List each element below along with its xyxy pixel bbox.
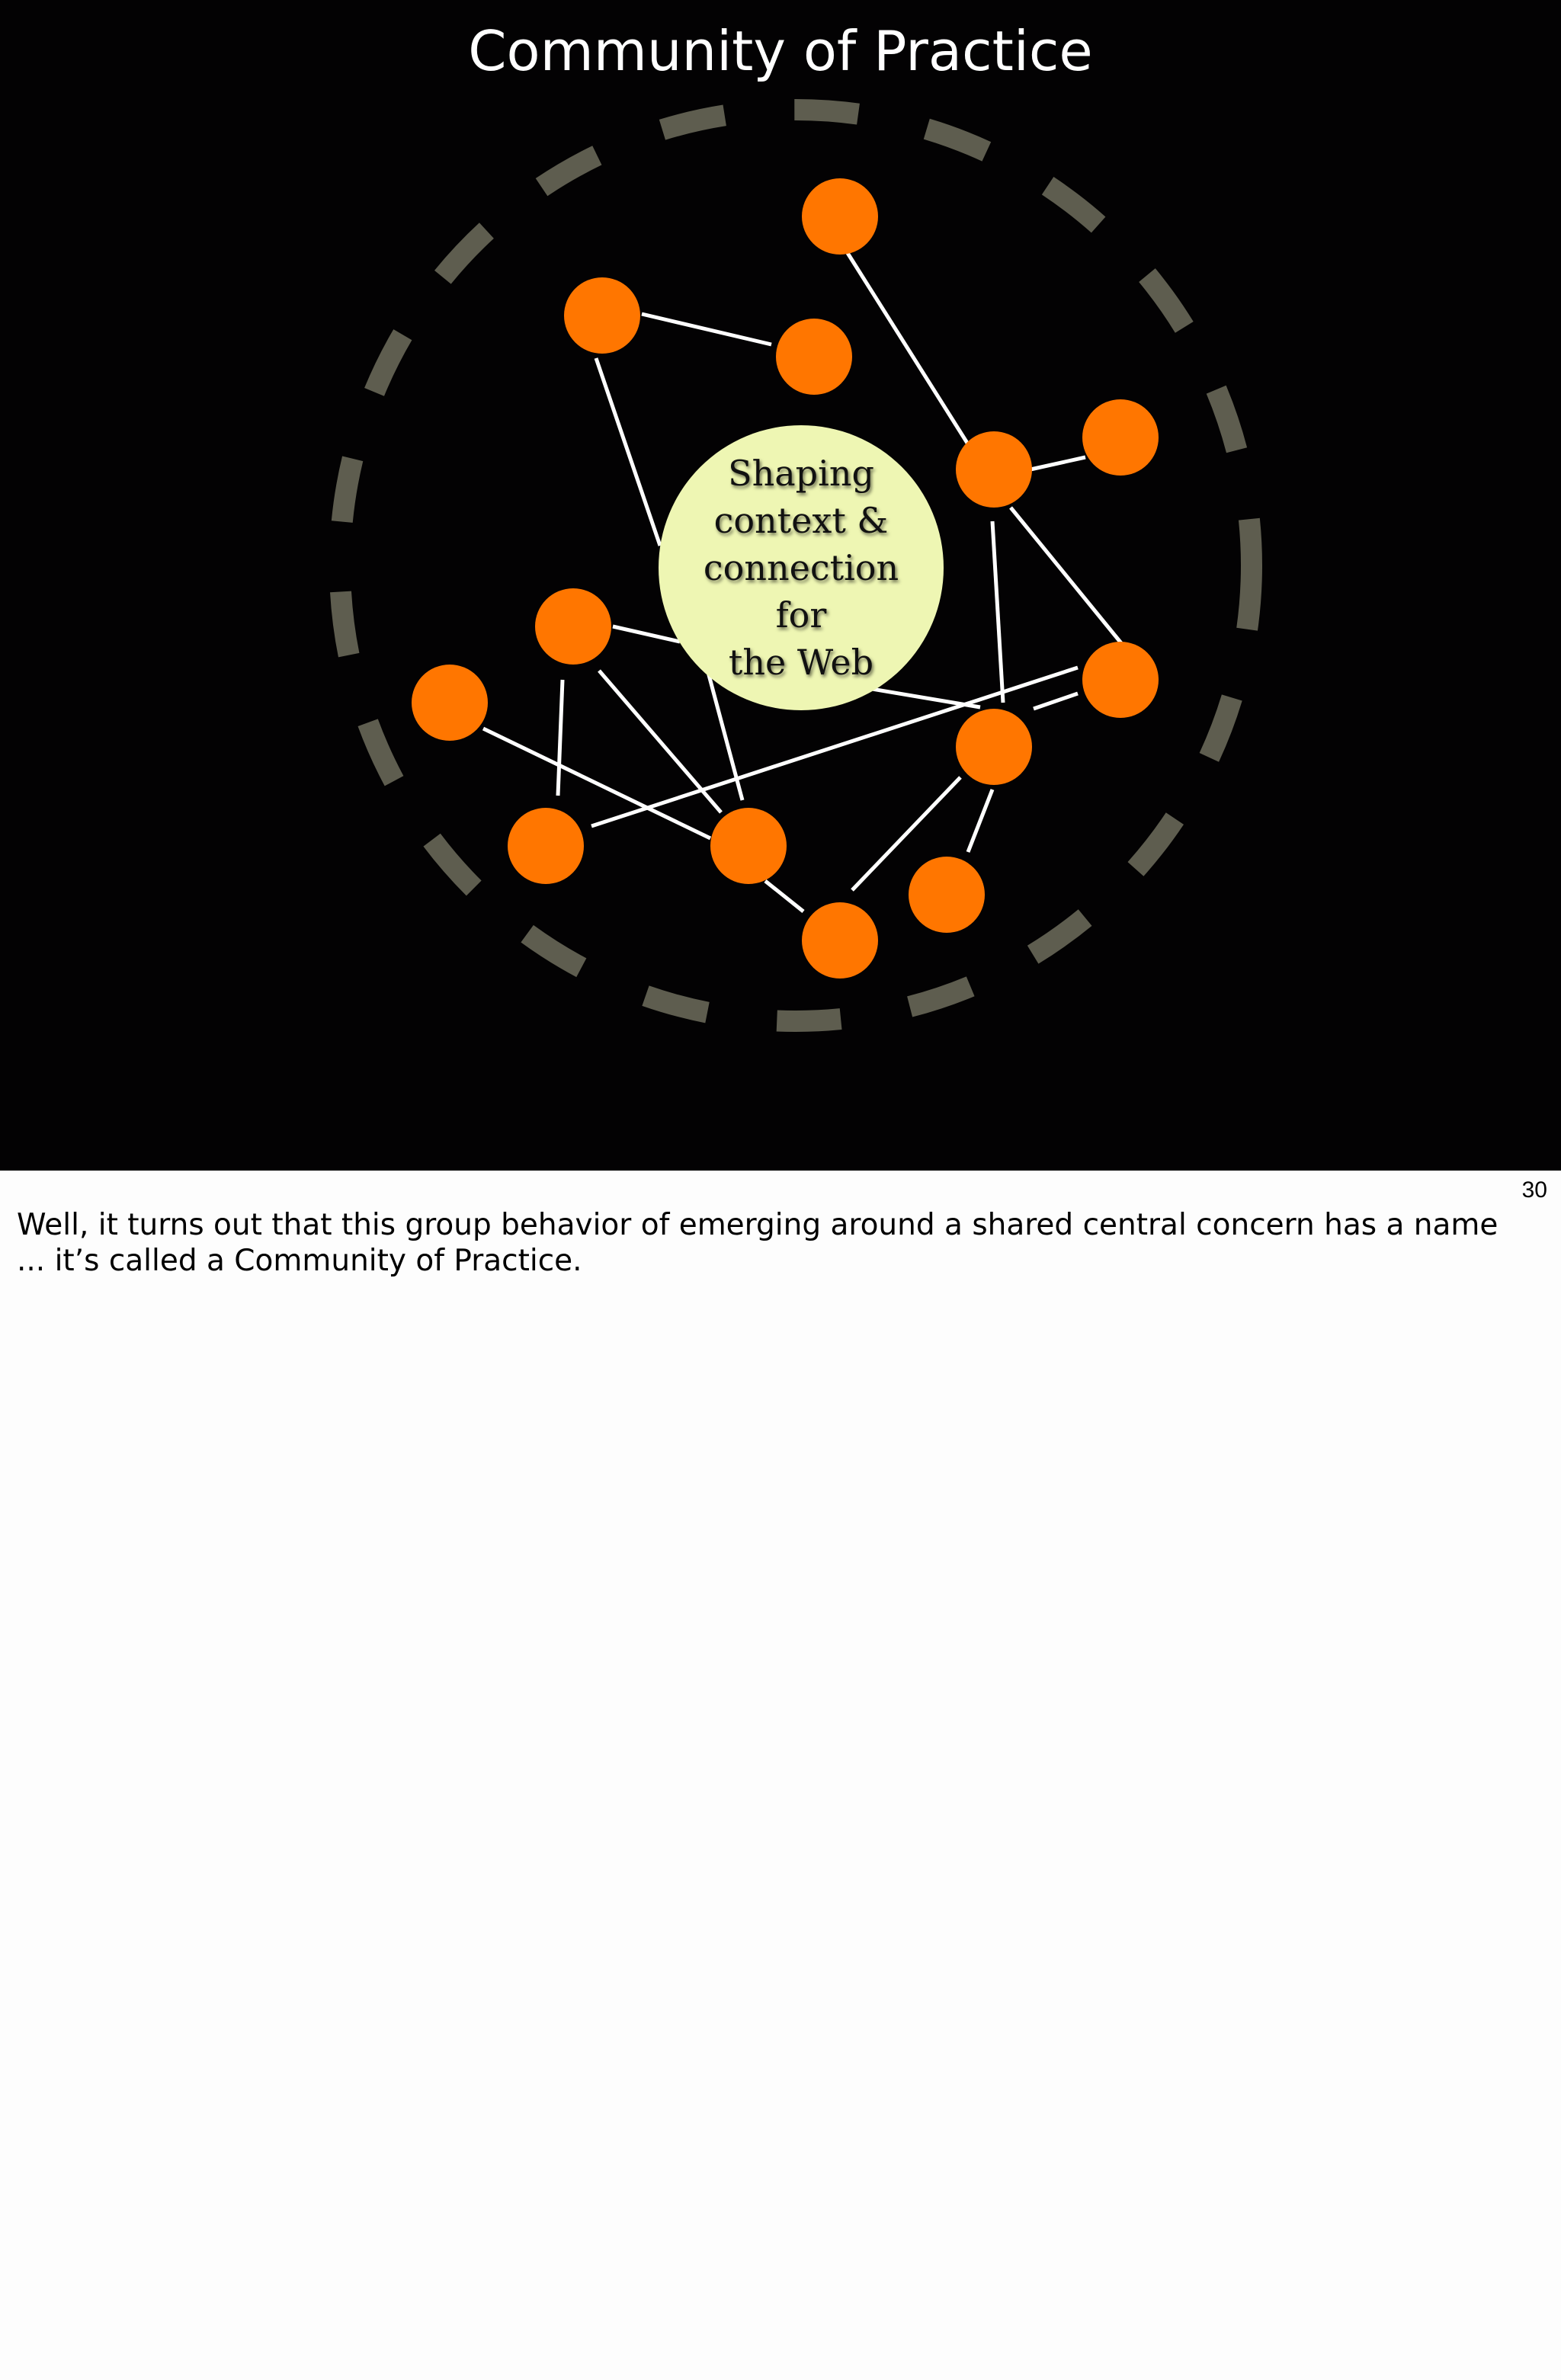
edge [1011, 508, 1125, 648]
member-node [564, 277, 640, 354]
speaker-notes: Well, it turns out that this group behavior of emerging around a shared central concern has a name ... it’s called a Community of Practice. [17, 1208, 1498, 1278]
slide [0, 0, 1561, 1171]
member-node [535, 588, 611, 665]
edge [968, 790, 992, 852]
member-node [956, 431, 1032, 508]
member-node [802, 178, 878, 255]
edge [642, 314, 771, 344]
member-node [1082, 642, 1159, 718]
slide-number: 30 [1521, 1177, 1547, 1203]
member-node [956, 709, 1032, 785]
edge [992, 521, 1003, 703]
member-node [508, 808, 584, 884]
member-node [412, 665, 488, 741]
edge [1034, 693, 1078, 709]
member-node [802, 902, 878, 979]
member-node [710, 808, 787, 884]
edge [613, 626, 680, 642]
edge [596, 358, 660, 546]
hub-label: Shaping context & connection for the Web [703, 453, 899, 683]
edge [765, 881, 803, 911]
shared-concern-hub [659, 425, 944, 710]
member-node [1082, 399, 1159, 476]
member-node [909, 857, 985, 933]
edge [558, 680, 563, 796]
member-node [776, 319, 852, 395]
slide-title: Community of Practice [468, 19, 1093, 83]
edge [1031, 457, 1085, 469]
edge [848, 253, 970, 447]
